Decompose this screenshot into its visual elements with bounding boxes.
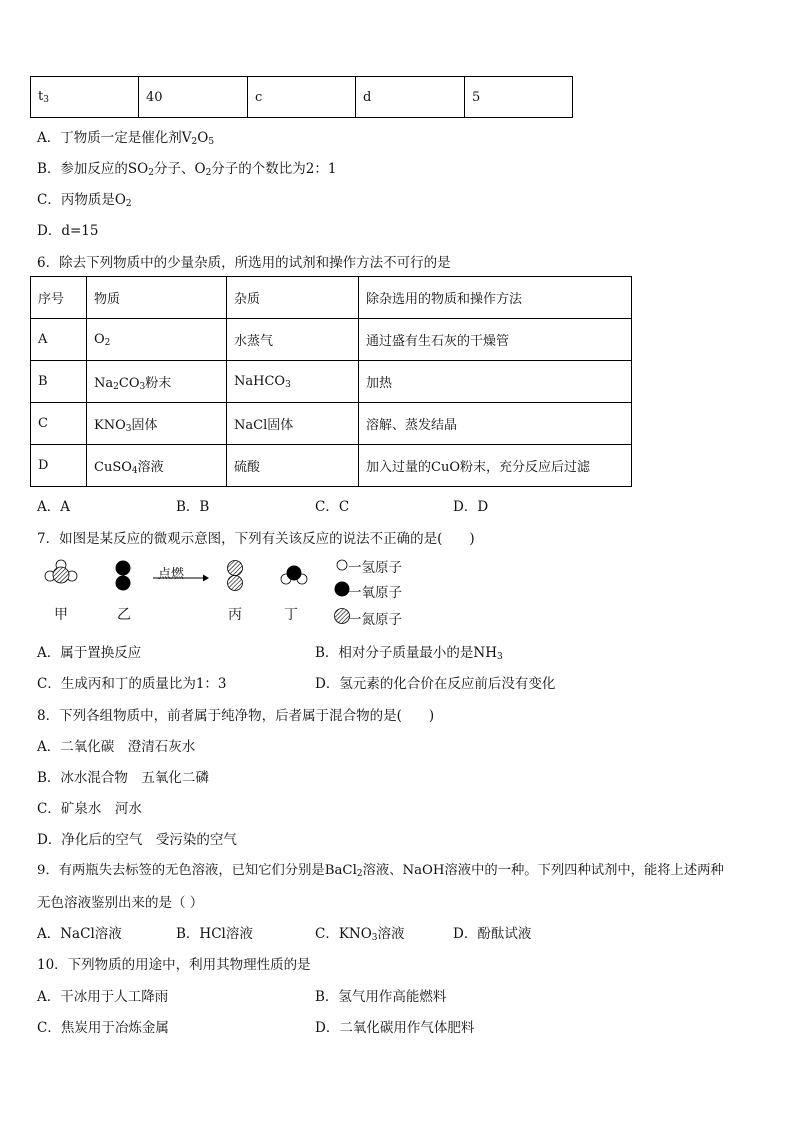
table-row (31, 403, 632, 445)
q10-stem: 10．下列物质的用途中，利用其物理性质的是 (37, 957, 311, 973)
table-cell: 加入过量的CuO粉末，充分反应后过滤 (359, 445, 632, 487)
label-yi: 乙 (117, 607, 131, 623)
table-cell: C (31, 403, 87, 445)
label-ding: 丁 (284, 607, 298, 623)
q10-option-c: C．焦炭用于冶炼金属 (37, 1020, 169, 1036)
q6-stem: 6．除去下列物质中的少量杂质，所选用的试剂和操作方法不可行的是 (37, 255, 451, 271)
q10-option-d: D．二氧化碳用作气体肥料 (315, 1020, 475, 1036)
table-cell: 40 (139, 77, 248, 118)
table-cell: 溶解、蒸发结晶 (359, 403, 632, 445)
table-cell: 硫酸 (227, 445, 359, 487)
table-cell: $O_2$ (87, 319, 227, 361)
q9-option-d: D．酚酞试液 (453, 926, 532, 942)
o2-molecule (116, 561, 131, 591)
q10-option-b: B．氢气用作高能燃料 (315, 989, 447, 1005)
legend-nitrogen: 一氮原子 (348, 612, 402, 628)
column-header: 序号 (31, 277, 87, 319)
q7-stem: 7．如图是某反应的微观示意图，下列有关该反应的说法不正确的是( ) (37, 531, 475, 547)
q6-option-b: B．B (176, 499, 210, 515)
q9-option-c: C．$KNO_3$溶液 (315, 926, 405, 943)
table-cell: 水蒸气 (227, 319, 359, 361)
q5-option-a: A．丁物质一定是催化剂$V_2O_5$ (37, 130, 215, 147)
table-cell: 5 (465, 77, 573, 118)
table-cell: 通过盛有生石灰的干燥管 (359, 319, 632, 361)
q7-option-c: C．生成丙和丁的质量比为1：3 (37, 676, 227, 692)
q8-option-d: D．净化后的空气 受污染的空气 (37, 832, 237, 848)
table-cell: c (248, 77, 356, 118)
column-header: 物质 (87, 277, 227, 319)
q10-option-a: A．干冰用于人工降雨 (37, 989, 169, 1005)
q9-option-a: A．NaCl溶液 (37, 926, 122, 942)
q8-option-b: B．冰水混合物 五氧化二磷 (37, 770, 209, 786)
q8-option-a: A．二氧化碳 澄清石灰水 (37, 739, 196, 755)
q6-option-a: A．A (37, 499, 70, 515)
table-cell: $Na_2CO_3$粉末 (87, 361, 227, 403)
q9-stem-line1: 9．有两瓶失去标签的无色溶液，已知它们分别是BaCl$_2$溶液、NaOH溶液中的一种。下列四种试剂中，能将上述两种 (37, 863, 724, 879)
q7-option-a: A．属于置换反应 (37, 645, 142, 661)
label-bing: 丙 (228, 607, 242, 623)
column-header: 杂质 (227, 277, 359, 319)
table-row (31, 361, 632, 403)
q6-table (30, 276, 632, 487)
table-cell: NaCl固体 (227, 403, 359, 445)
reaction-condition: 点燃 (158, 567, 185, 582)
q5-option-b: B．参加反应的$SO_2$分子、$O_2$分子的个数比为2：1 (37, 161, 337, 178)
label-jia: 甲 (54, 607, 68, 623)
table-cell: d (356, 77, 465, 118)
q7-option-b: B．相对分子质量最小的是$NH_3$ (315, 645, 503, 662)
q5-option-d: D．d=15 (37, 223, 99, 239)
table-cell: D (31, 445, 87, 487)
table-cell: NaHCO$_3$ (227, 361, 359, 403)
data-table-continuation (30, 76, 573, 118)
n2-molecule (228, 561, 243, 591)
nh3-molecule (45, 560, 77, 583)
table-cell: A (31, 319, 87, 361)
h2o-molecule (281, 566, 307, 585)
table-row (31, 77, 573, 118)
table-header-row (31, 277, 632, 319)
table-cell: $t_3$ (31, 77, 139, 118)
q9-stem-line2: 无色溶液鉴别出来的是（ ） (37, 895, 204, 911)
table-row (31, 319, 632, 361)
q6-option-d: D．D (453, 499, 489, 515)
q6-option-c: C．C (315, 499, 350, 515)
legend-oxygen: 一氧原子 (348, 585, 402, 601)
column-header: 除杂选用的物质和操作方法 (359, 277, 632, 319)
table-cell: 加热 (359, 361, 632, 403)
q7-option-d: D．氢元素的化合价在反应前后没有变化 (315, 676, 556, 692)
table-cell: $KNO_3$固体 (87, 403, 227, 445)
hydrogen-atom-icon (337, 560, 347, 570)
q9-option-b: B．HCl溶液 (176, 926, 253, 942)
q8-stem: 8．下列各组物质中，前者属于纯净物，后者属于混合物的是( ) (37, 708, 435, 724)
q5-option-c: C．丙物质是$O_2$ (37, 192, 132, 209)
table-cell: CuSO$_4$溶液 (87, 445, 227, 487)
table-cell: B (31, 361, 87, 403)
q8-option-c: C．矿泉水 河水 (37, 801, 142, 817)
table-row (31, 445, 632, 487)
legend-hydrogen: 一氢原子 (348, 560, 402, 576)
